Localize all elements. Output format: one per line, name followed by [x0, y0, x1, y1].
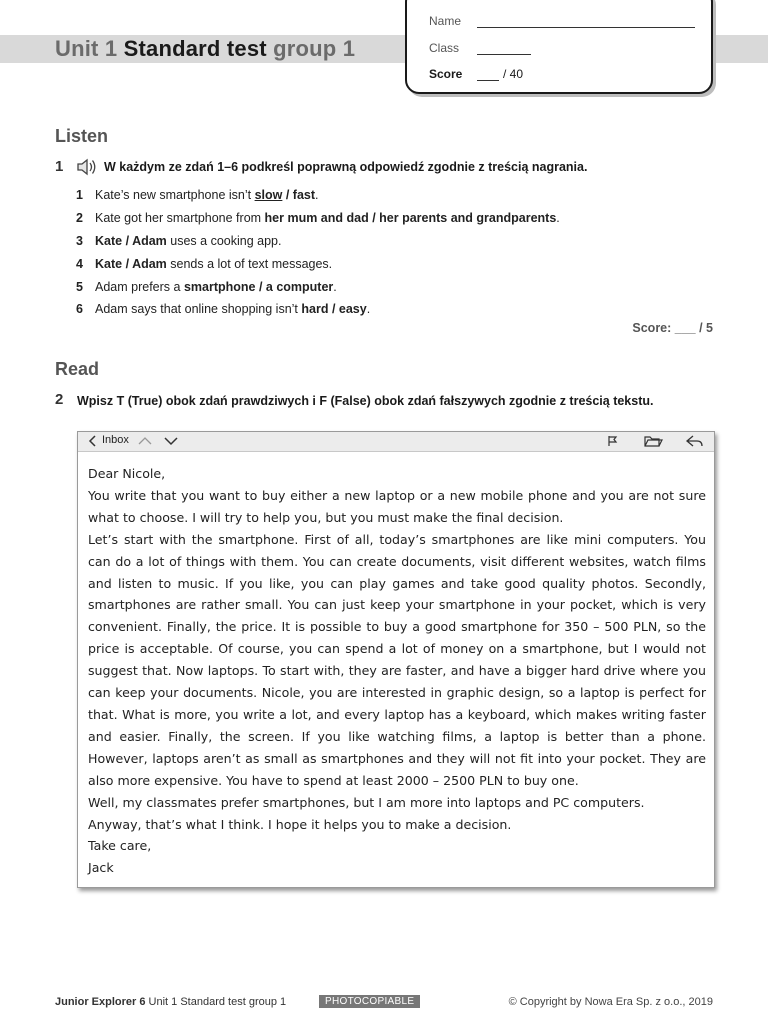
photocopiable-badge: PHOTOCOPIABLE: [319, 995, 420, 1008]
chevron-left-icon[interactable]: [85, 434, 101, 448]
question-4: 4 Kate / Adam sends a lot of text messages.: [76, 257, 333, 271]
option-a[interactable]: Kate: [95, 257, 123, 271]
footer-unit: Unit 1 Standard test group 1: [148, 996, 287, 1008]
option-a[interactable]: her mum and dad: [264, 211, 369, 225]
email-paragraph: Let’s start with the smartphone. First of all, today’s smartphones are like mini computers. You can do a lot of things with them. You can create documents, visit different websites, watch films and listen to music. If you like, you can play games and take good quality photos. Secondly, smartphones are rather small. You can just keep your smartphone in your pocket, which is very convenient. Finally, the price. It is possible to buy a good smartphone for 350 – 500 PLN, so the price is acceptable. Of course, you can spend a lot of money on a smartphone, but I would not suggest that. Now laptops. To start with, they are faster, and have a bigger hard drive where you can keep your documents. Nicole, you are interested in graphic design, so a laptop is perfect for that. What is more, you write a lot, and every laptop has a keyboard, which makes writing faster and easier. Finally, the screen. If you like watching films, a laptop is better than a phone. However, laptops aren’t as small as smartphones and they will not fit into your pocket. They are also more expensive. You have to spend at least 2000 – 2500 PLN to buy one.: [88, 531, 706, 788]
task-2-instruction: Wpisz T (True) obok zdań prawdziwych i F (False) obok zdań fałszywych zgodnie z treścią tekstu.: [77, 394, 654, 408]
question-2: 2 Kate got her smartphone from her mum and dad / her parents and grandparents.: [76, 211, 560, 225]
email-greeting: Dear Nicole,: [88, 466, 166, 481]
chevron-up-icon[interactable]: [137, 434, 153, 448]
email-window: [77, 431, 715, 888]
option-a[interactable]: slow: [254, 188, 283, 202]
speaker-icon[interactable]: [75, 156, 99, 178]
footer-book: Junior Explorer 6: [55, 996, 146, 1008]
question-1: 1 Kate’s new smartphone isn’t slow / fast.: [76, 188, 319, 202]
inbox-label[interactable]: Inbox: [102, 434, 129, 446]
listen-heading: Listen: [55, 126, 109, 146]
student-info-box: [405, 0, 713, 94]
score-field[interactable]: [477, 80, 499, 81]
option-b[interactable]: Adam: [132, 234, 167, 248]
class-field[interactable]: [477, 54, 531, 55]
option-a[interactable]: Kate: [95, 234, 123, 248]
option-b[interactable]: her parents and grandparents: [379, 211, 557, 225]
email-signature: Jack: [88, 860, 114, 876]
class-label: Class: [429, 41, 460, 55]
email-paragraph: You write that you want to buy either a new laptop or a new mobile phone and you are not sure what to choose. I will try to help you, but you must make the final decision.: [88, 487, 706, 525]
email-toolbar: [78, 432, 714, 452]
reply-icon[interactable]: [685, 434, 705, 448]
option-b[interactable]: Adam: [132, 257, 167, 271]
question-6: 6 Adam says that online shopping isn’t hard / easy.: [76, 302, 371, 316]
task-1-number: 1: [55, 158, 64, 175]
option-b[interactable]: easy: [338, 302, 367, 316]
read-heading: Read: [55, 359, 100, 379]
question-5: 5 Adam prefers a smartphone / a computer.: [76, 280, 337, 294]
email-body: [88, 463, 706, 879]
task-2-number: 2: [55, 391, 64, 408]
folder-icon[interactable]: [643, 434, 663, 448]
task-1-score: Score: ___ / 5: [632, 321, 713, 335]
question-3: 3 Kate / Adam uses a cooking app.: [76, 234, 282, 248]
chevron-down-icon[interactable]: [163, 434, 179, 448]
option-b[interactable]: fast: [292, 188, 316, 202]
name-label: Name: [429, 14, 462, 28]
email-paragraph: Anyway, that’s what I think. I hope it helps you to make a decision.: [88, 816, 512, 832]
option-b[interactable]: a computer: [265, 280, 334, 294]
option-a[interactable]: smartphone: [183, 280, 256, 294]
page-title: Unit 1 Standard test group 1: [55, 36, 356, 61]
page-footer: [55, 996, 713, 1008]
email-paragraph: Well, my classmates prefer smartphones, but I am more into laptops and PC computers.: [88, 794, 645, 810]
email-closing: Take care,: [88, 838, 152, 854]
name-field[interactable]: [477, 27, 695, 28]
flag-icon[interactable]: [605, 434, 621, 448]
footer-copyright: © Copyright by Nowa Era Sp. z o.o., 2019: [508, 996, 713, 1008]
option-a[interactable]: hard: [301, 302, 329, 316]
score-label: Score: [429, 67, 463, 81]
task-1-instruction: W każdym ze zdań 1–6 podkreśl poprawną odpowiedź zgodnie z treścią nagrania.: [104, 160, 588, 174]
score-total: / 40: [503, 67, 524, 81]
